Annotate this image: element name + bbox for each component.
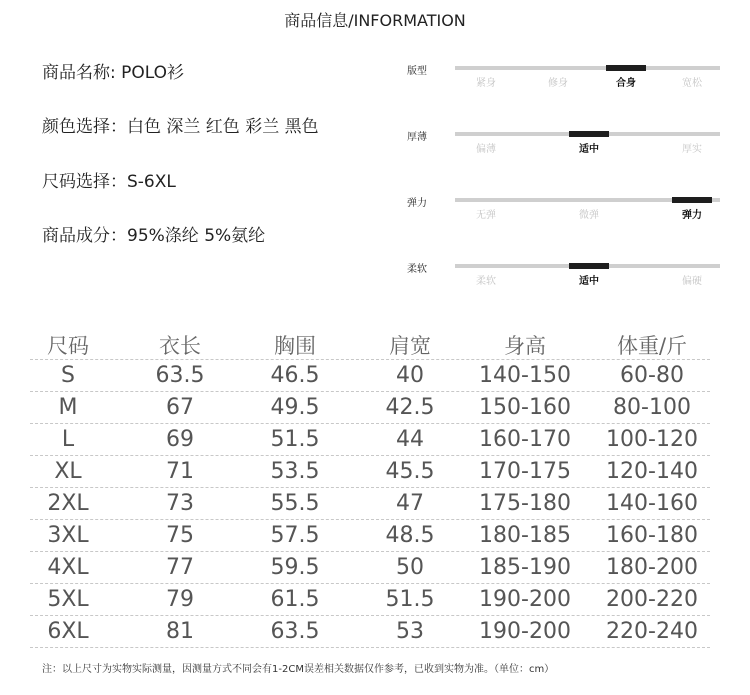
table-cell: 3XL [47,523,89,548]
table-cell: 77 [166,555,194,580]
table-cell: 180-185 [479,523,571,548]
table-header-row [30,330,710,360]
table-cell: 71 [166,459,194,484]
scale-option: 适中 [579,144,599,155]
scale-label: 版型 [407,66,427,77]
info-label: 颜色选择： [42,117,127,137]
table-cell: 61.5 [270,587,320,612]
table-header-cell: 身高 [504,333,546,358]
table-cell: 45.5 [385,459,435,484]
scale-marker [569,263,609,269]
table-cell: 160-180 [606,523,698,548]
scale-option: 弹力 [682,210,702,221]
table-row [30,456,710,488]
table-cell: 175-180 [479,491,571,516]
scale-track [455,66,720,70]
scale-option: 宽松 [682,78,702,89]
page-title: 商品信息/INFORMATION [284,11,466,30]
table-cell: 49.5 [270,395,320,420]
table-header-cell: 肩宽 [389,333,431,358]
table-cell: 51.5 [385,587,435,612]
info-label: 尺码选择： [42,172,127,192]
table-row [30,552,710,584]
table-cell: 4XL [47,555,89,580]
table-cell: 46.5 [270,363,320,388]
table-cell: 81 [166,619,194,644]
table-cell: 2XL [47,491,89,516]
scale-label: 厚薄 [407,132,427,143]
table-cell: 51.5 [270,427,320,452]
scale-option: 修身 [548,78,568,89]
table-cell: 53.5 [270,459,320,484]
table-cell: 79 [166,587,194,612]
table-cell: 150-160 [479,395,571,420]
table-cell: 63.5 [270,619,320,644]
info-material [42,221,265,246]
table-cell: 190-200 [479,587,571,612]
scale-option: 无弹 [476,210,496,221]
table-cell: 67 [166,395,194,420]
table-header-cell: 尺码 [47,333,89,358]
scale-marker [672,197,712,203]
table-row [30,584,710,616]
scale-marker [569,131,609,137]
table-cell: 140-160 [606,491,698,516]
table-cell: 48.5 [385,523,435,548]
table-cell: 5XL [47,587,89,612]
size-table [30,330,710,648]
scale-option: 偏硬 [682,276,702,287]
table-cell: 59.5 [270,555,320,580]
table-cell: 40 [396,363,424,388]
scale-option: 厚实 [682,144,702,155]
table-cell: 53 [396,619,424,644]
table-cell: 44 [396,427,424,452]
scale-option: 适中 [579,276,599,287]
table-cell: 100-120 [606,427,698,452]
table-row [30,392,710,424]
table-cell: 180-200 [606,555,698,580]
table-cell: M [58,395,78,420]
table-row [30,520,710,552]
scale-marker [606,65,646,71]
info-size [42,167,176,192]
table-cell: 140-150 [479,363,571,388]
table-row [30,360,710,392]
table-cell: 69 [166,427,194,452]
table-cell: 170-175 [479,459,571,484]
table-cell: 63.5 [155,363,205,388]
table-cell: 55.5 [270,491,320,516]
table-cell: S [61,363,75,388]
table-row [30,424,710,456]
table-cell: 42.5 [385,395,435,420]
table-cell: 220-240 [606,619,698,644]
table-cell: 47 [396,491,424,516]
table-cell: 120-140 [606,459,698,484]
table-cell: 185-190 [479,555,571,580]
info-value: 白色 深兰 红色 彩兰 黑色 [127,117,319,137]
info-value: S-6XL [127,172,176,192]
table-cell: 200-220 [606,587,698,612]
table-header-cell: 体重/斤 [616,333,688,358]
info-label: 商品名称: [42,63,122,83]
table-row [30,488,710,520]
info-product-name [42,58,184,83]
table-cell: 190-200 [479,619,571,644]
scale-option: 微弹 [579,210,599,221]
table-header-cell: 衣长 [159,333,201,358]
scale-label: 弹力 [407,198,427,209]
table-cell: XL [54,459,82,484]
table-cell: 60-80 [620,363,684,388]
table-header-cell: 胸围 [274,333,316,358]
table-cell: L [61,427,75,452]
scale-option: 偏薄 [476,144,496,155]
scale-option: 合身 [616,78,636,89]
scale-option: 紧身 [476,78,496,89]
info-label: 商品成分： [42,226,127,246]
table-cell: 73 [166,491,194,516]
table-cell: 57.5 [270,523,320,548]
table-cell: 6XL [47,619,89,644]
info-value: 95%涤纶 5%氨纶 [127,226,266,246]
table-cell: 50 [396,555,424,580]
table-cell: 160-170 [479,427,571,452]
info-color [42,112,319,137]
scale-option: 柔软 [476,276,496,287]
info-value: POLO衫 [121,63,185,83]
table-cell: 80-100 [613,395,691,420]
scale-label: 柔软 [407,264,427,275]
table-row [30,616,710,648]
footnote: 注：以上尺寸为实物实际测量，因测量方式不同会有1-2CM误差相关数据仅作参考，已收到实物为准。（单位：cm） [42,664,555,675]
table-cell: 75 [166,523,194,548]
